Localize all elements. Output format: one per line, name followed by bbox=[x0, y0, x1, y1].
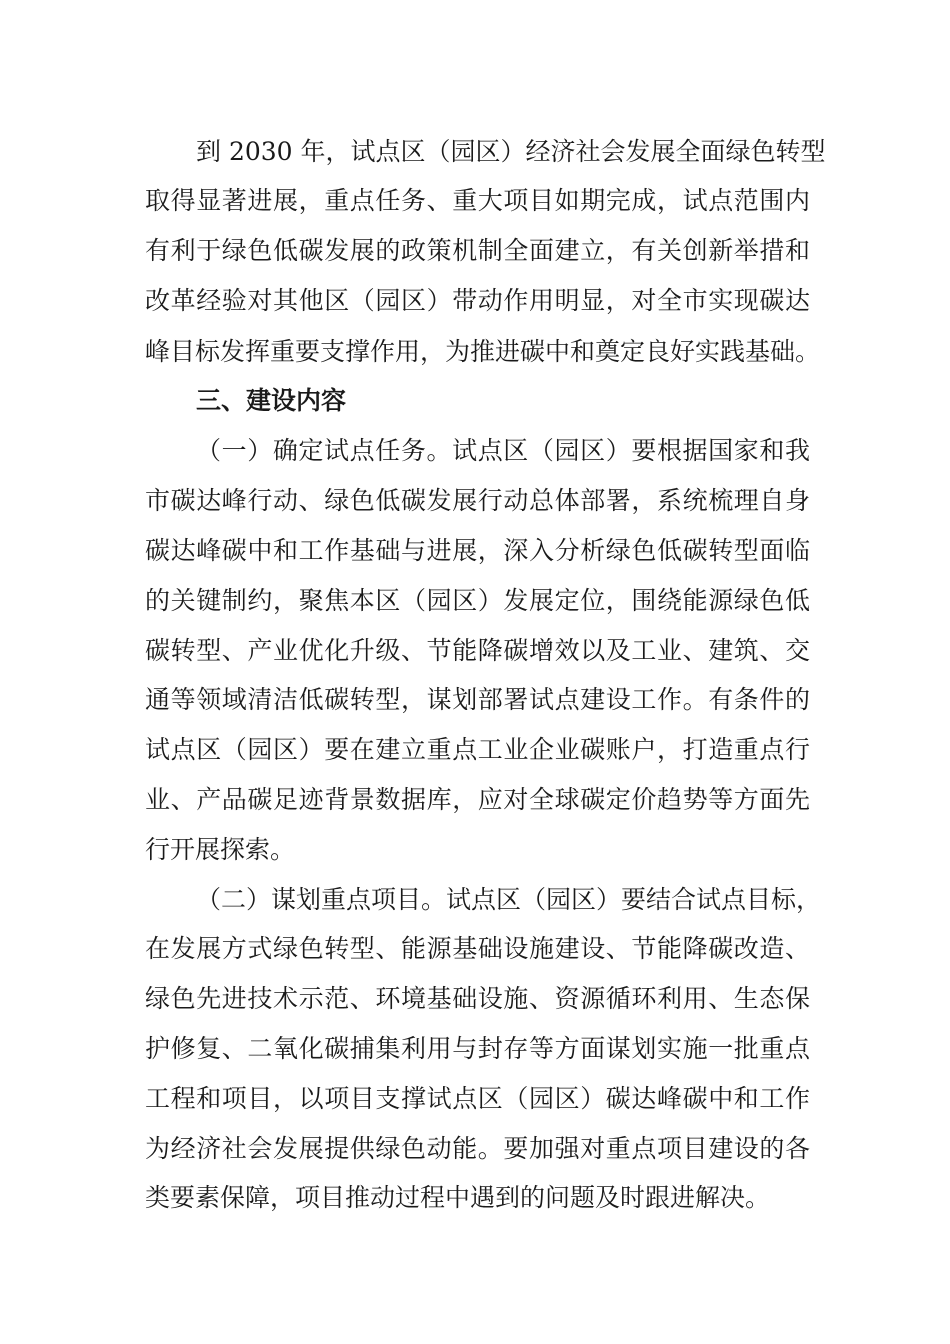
paragraph-2-line-2: 市碳达峰行动、绿色低碳发展行动总体部署，系统梳理自身 bbox=[145, 486, 810, 515]
paragraph-1-line-4: 改革经验对其他区（园区）带动作用明显，对全市实现碳达 bbox=[145, 286, 810, 315]
paragraph-2-line-9: 行开展探索。 bbox=[145, 835, 296, 864]
paragraph-2-line-7: 试点区（园区）要在建立重点工业企业碳账户，打造重点行 bbox=[145, 735, 810, 764]
paragraph-1-line-5: 峰目标发挥重要支撑作用，为推进碳中和奠定良好实践基础。 bbox=[145, 337, 821, 366]
paragraph-3-line-1: （二）谋划重点项目。试点区（园区）要结合试点目标， bbox=[196, 885, 822, 914]
paragraph-3-line-5: 工程和项目，以项目支撑试点区（园区）碳达峰碳中和工作 bbox=[145, 1084, 810, 1113]
section-heading: 三、建设内容 bbox=[196, 386, 347, 415]
paragraph-2-line-8: 业、产品碳足迹背景数据库，应对全球碳定价趋势等方面先 bbox=[145, 785, 810, 814]
paragraph-3-line-7: 类要素保障，项目推动过程中遇到的问题及时跟进解决。 bbox=[145, 1183, 771, 1212]
paragraph-1-line-2: 取得显著进展，重点任务、重大项目如期完成，试点范围内 bbox=[145, 186, 810, 215]
paragraph-1-line-3: 有利于绿色低碳发展的政策机制全面建立，有关创新举措和 bbox=[145, 236, 810, 265]
paragraph-3-line-2: 在发展方式绿色转型、能源基础设施建设、节能降碳改造、 bbox=[145, 934, 810, 963]
paragraph-3-line-6: 为经济社会发展提供绿色动能。要加强对重点项目建设的各 bbox=[145, 1134, 810, 1163]
paragraph-3-line-3: 绿色先进技术示范、环境基础设施、资源循环利用、生态保 bbox=[145, 984, 810, 1013]
paragraph-2-line-5: 碳转型、产业优化升级、节能降碳增效以及工业、建筑、交 bbox=[145, 636, 810, 665]
paragraph-2-line-3: 碳达峰碳中和工作基础与进展，深入分析绿色低碳转型面临 bbox=[145, 536, 810, 565]
paragraph-3-line-4: 护修复、二氧化碳捕集利用与封存等方面谋划实施一批重点 bbox=[145, 1034, 810, 1063]
paragraph-2-line-6: 通等领域清洁低碳转型，谋划部署试点建设工作。有条件的 bbox=[145, 685, 810, 714]
paragraph-2-line-4: 的关键制约，聚焦本区（园区）发展定位，围绕能源绿色低 bbox=[145, 586, 810, 615]
paragraph-2-line-1: （一）确定试点任务。试点区（园区）要根据国家和我 bbox=[196, 436, 810, 465]
paragraph-1-line-1: 到 2030 年，试点区（园区）经济社会发展全面绿色转型 bbox=[196, 137, 826, 166]
